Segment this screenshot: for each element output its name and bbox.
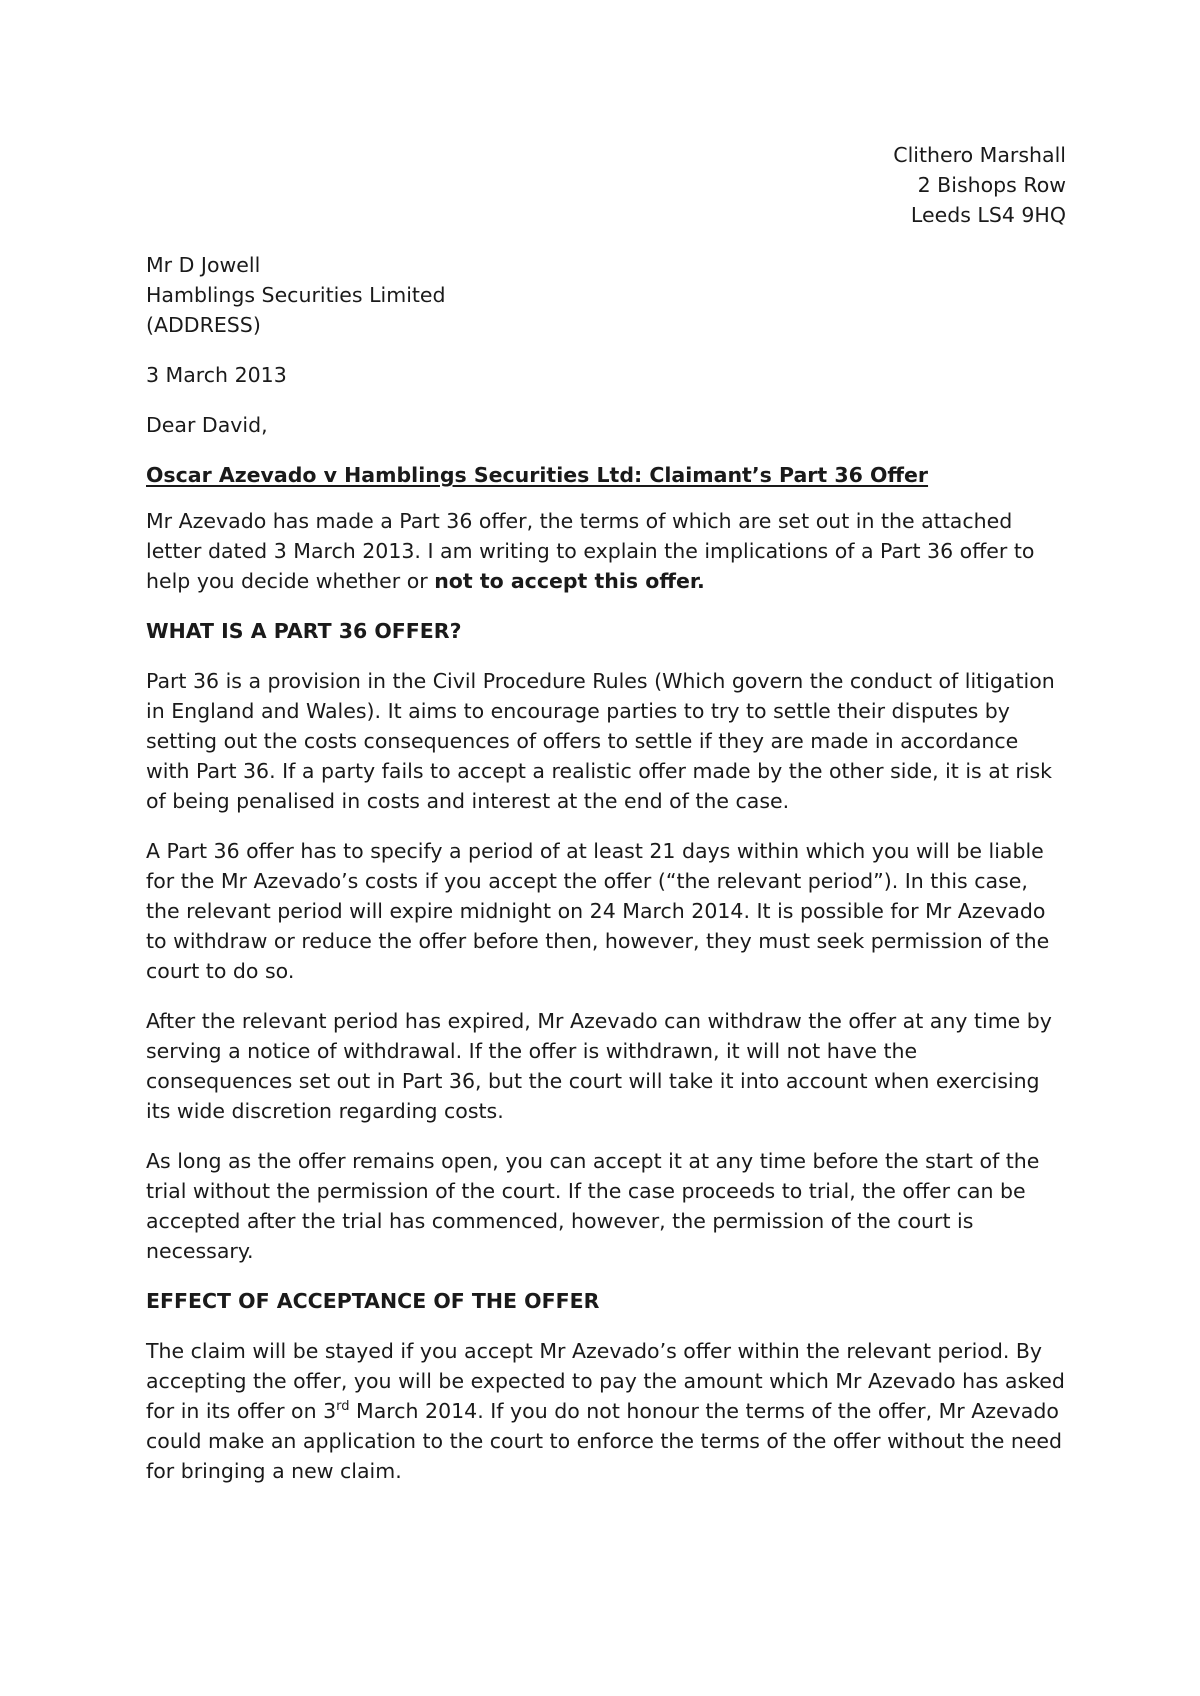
- effect-text-before: The claim will be stayed if you accept Mr Azevado’s offer within the relevant period. By accepting the offer, you will be expected to pay the amount which Mr Azevado has asked for in its offer on 3: [146, 1339, 1065, 1423]
- recipient-address-block: [146, 250, 1066, 340]
- ordinal-suffix: rd: [336, 1399, 350, 1415]
- sender-name: Clithero Marshall: [893, 143, 1066, 167]
- paragraph-part-36-definition: Part 36 is a provision in the Civil Procedure Rules (Which govern the conduct of litigation in England and Wales). It aims to encourage parties to try to settle their disputes by setting out the costs consequences of offers to settle if they are made in accordance with Part 36. If a party fails to accept a realistic offer made by the other side, it is at risk of being penalised in costs and interest at the end of the case.: [146, 669, 1055, 813]
- salutation: Dear David,: [146, 413, 268, 437]
- section-heading-effect-of-acceptance: EFFECT OF ACCEPTANCE OF THE OFFER: [146, 1289, 600, 1313]
- paragraph-acceptance-timing: As long as the offer remains open, you can accept it at any time before the start of the trial without the permission of the court. If the case proceeds to trial, the offer can be accepted after the trial has commenced, however, the permission of the court is necessary.: [146, 1149, 1040, 1263]
- intro-bold-text: not to accept this offer.: [434, 569, 705, 593]
- recipient-name: Mr D Jowell: [146, 253, 261, 277]
- recipient-address: (ADDRESS): [146, 313, 261, 337]
- intro-paragraph: [146, 506, 1066, 596]
- letter-date: 3 March 2013: [146, 363, 287, 387]
- recipient-company: Hamblings Securities Limited: [146, 283, 446, 307]
- sender-address-line-2: Leeds LS4 9HQ: [910, 203, 1066, 227]
- section-heading-what-is-part-36: WHAT IS A PART 36 OFFER?: [146, 619, 462, 643]
- paragraph-relevant-period: A Part 36 offer has to specify a period of at least 21 days within which you will be liable for the Mr Azevado’s costs if you accept the offer (“the relevant period”). In this case, the relevant period will expire midnight on 24 March 2014. It is possible for Mr Azevado to withdraw or reduce the offer before then, however, they must seek permission of the court to do so.: [146, 839, 1050, 983]
- subject-line: Oscar Azevado v Hamblings Securities Ltd: Claimant’s Part 36 Offer: [146, 463, 929, 487]
- intro-text: Mr Azevado has made a Part 36 offer, the terms of which are set out in the attached letter dated 3 March 2013. I am writing to explain the implications of a Part 36 offer to help you decide whether or: [146, 509, 1035, 593]
- effect-text-after: March 2014. If you do not honour the terms of the offer, Mr Azevado could make an application to the court to enforce the terms of the offer without the need for bringing a new claim.: [146, 1399, 1063, 1483]
- letter-body: [146, 140, 1066, 1506]
- sender-address-block: [146, 140, 1066, 230]
- paragraph-withdrawal: After the relevant period has expired, Mr Azevado can withdraw the offer at any time by serving a notice of withdrawal. If the offer is withdrawn, it will not have the consequences set out in Part 36, but the court will take it into account when exercising its wide discretion regarding costs.: [146, 1009, 1052, 1123]
- sender-address-line-1: 2 Bishops Row: [917, 173, 1066, 197]
- paragraph-effect-of-acceptance: [146, 1336, 1066, 1486]
